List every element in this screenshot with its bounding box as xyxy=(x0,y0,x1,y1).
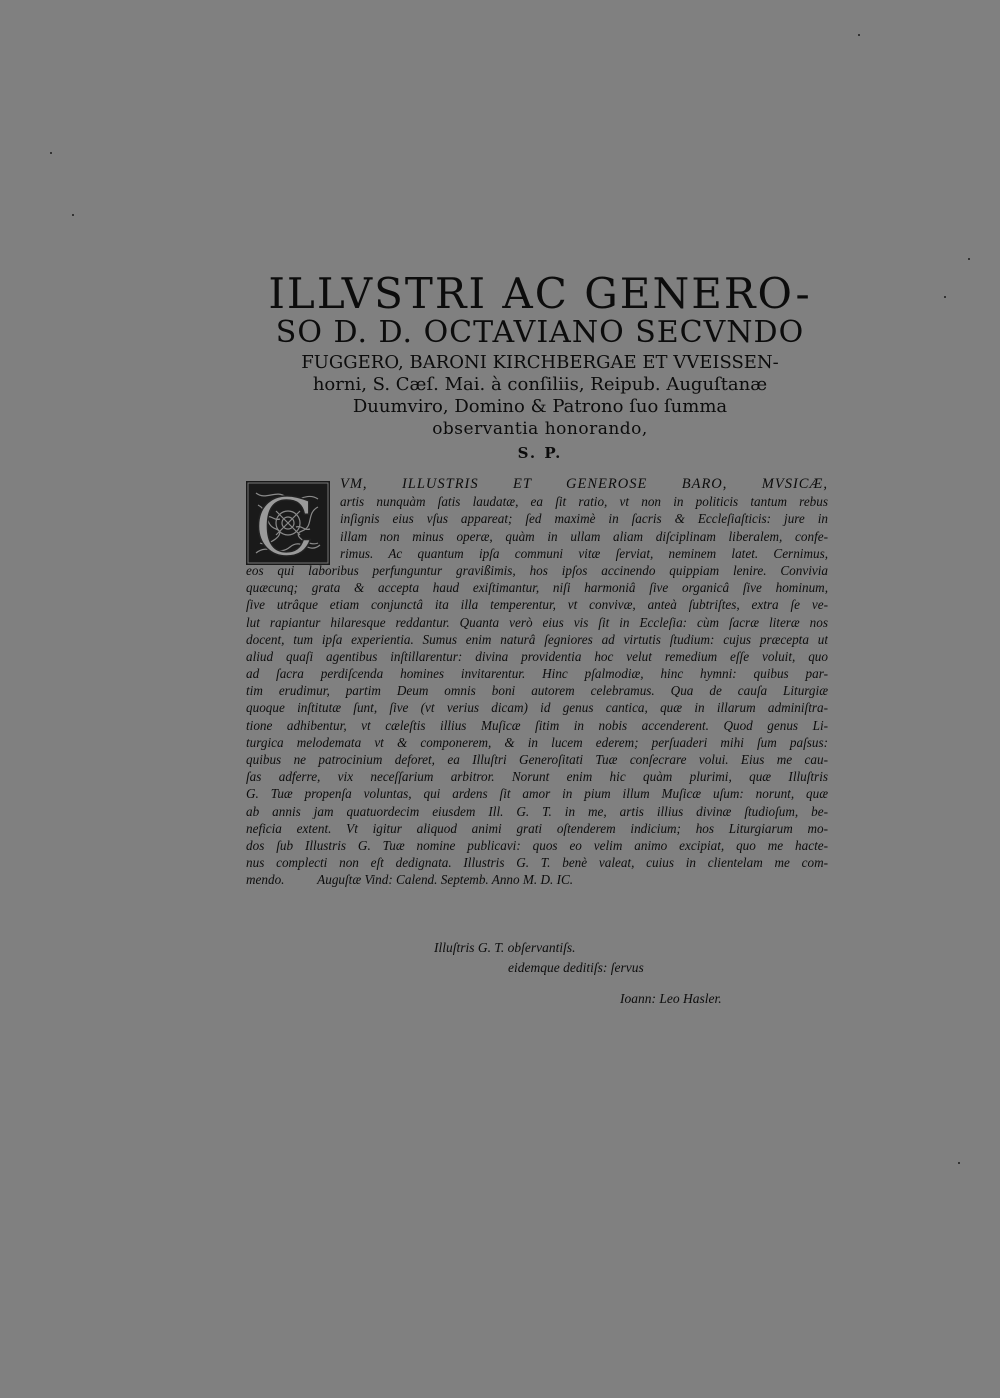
dedication-heading xyxy=(240,269,840,464)
heading-line-1: ILLVSTRI AC GENERO- xyxy=(268,269,812,318)
body-line: ab annis jam quatuordecim eiusdem Ill. G. T. in me, artis illius divinæ ſtudioſum, be- xyxy=(246,803,828,819)
body-line: ad ſacra perdiſcenda homines invitarentur. Hinc pſalmodiæ, hinc hymni: quibus par- xyxy=(246,666,828,682)
heading-line-3: FUGGERO, BARONI KIRCHBERGAE ET VVEISSEN- xyxy=(301,352,779,373)
scan-speck xyxy=(958,1162,960,1164)
body-line: rimus. Ac quantum ipſa communi vitæ ſerviat, neminem latet. Cernimus, xyxy=(340,545,828,561)
body-line: aliud quaſi agentibus inſtillarentur: divina providentia hoc velut remedium eſſe voluit, quo xyxy=(246,648,828,664)
closing-line-1: Illuſtris G. T. obſervantiſs. xyxy=(434,940,576,955)
scan-speck xyxy=(944,296,946,298)
body-line: quæcunq; grata & accepta haud exiſtimantur, niſi harmoniâ ſive organicâ ſive hominum, xyxy=(246,580,828,596)
body-line: ſive utrâque etiam conjunctâ ita illa temperentur, vt convivæ, anteà ſubtriſtes, extra ſe ve- xyxy=(246,597,828,613)
scan-speck xyxy=(858,34,860,36)
body-line: illam non minus operæ, quàm in ullam aliam diſciplinam liberalem, confe- xyxy=(340,528,828,544)
body-line: eos qui laboribus perfunguntur gravißimis, hos ipſos accinendo quippiam lenire. Convivia xyxy=(246,562,828,578)
body-line: docent, tum ipſa experientia. Sumus enim naturâ ſegniores ad virtutis ſtudium: cujus præcepta ut xyxy=(246,631,828,647)
body-line: nus complecti non eſt dedignata. Illustris G. T. benè valeat, cuius in clientelam me com- xyxy=(246,855,828,871)
scan-speck xyxy=(968,258,970,260)
scan-speck xyxy=(72,214,74,216)
body-line: tione adhibentur, vt cæleſtis illius Muſicæ ſitim in nobis accenderent. Quod genus Li- xyxy=(246,717,828,733)
body-line: quoque inſtitutæ ſunt, ſive (vt verius dicam) id genus cantica, quæ in illarum adminiſtra- xyxy=(246,700,828,716)
body-line: neficia extent. Vt igitur aliquod animi grati oſtenderem indicium; hos Liturgiarum mo- xyxy=(246,820,828,836)
heading-line-4: horni, S. Cæſ. Mai. à conſiliis, Reipub. Auguſtanæ xyxy=(312,374,768,395)
heading-line-2: SO D. D. OCTAVIANO SECVNDO xyxy=(275,315,805,350)
heading-salutation: S. P. xyxy=(517,444,563,462)
closing-line-2: eidemque deditiſs: ſervus xyxy=(508,960,644,975)
dedication-body xyxy=(246,476,828,889)
heading-line-6: observantia honorando, xyxy=(432,419,648,439)
body-line: quibus ne patrocinium deforet, ea Illuſtri Generoſitati Tuæ conſecrare volui. Eius me cau- xyxy=(246,752,828,767)
body-line: lut rapiantur hilaresque reddantur. Quanta verò eius vis ſit in Eccleſia: cùm ſacræ literæ nos xyxy=(246,614,828,630)
body-line: VM, ILLUSTRIS ET GENEROSE BARO, MVSICÆ, xyxy=(340,476,828,492)
scan-speck xyxy=(50,152,52,154)
body-line: inſignis eius vſus appareat; ſed maximè in ſacris & Eccleſiaſticis: jure in xyxy=(340,511,828,527)
body-line: turgica melodemata vt & componerem, & in lucem ederem; perſuaderi mihi ſum paſsus: xyxy=(246,734,828,750)
body-line: artis nunquàm ſatis laudatæ, ea ſit ratio, vt non in politicis tantum rebus xyxy=(340,494,828,510)
body-line: tim erudimur, partim Deum omnis boni autorem celebramus. Qua de cauſa Liturgiæ xyxy=(246,683,828,699)
heading-line-5: Duumviro, Domino & Patrono ſuo ſumma xyxy=(352,396,728,417)
body-line: ſas adferre, vix neceſſarium arbitror. Norunt enim hic quàm plurimi, quæ Illuſtris xyxy=(246,769,828,785)
drop-cap-letter: C xyxy=(254,481,316,565)
body-line: mendo. Auguſtæ Vind: Calend. Septemb. Anno M. D. IC. xyxy=(246,872,574,888)
body-line: G. Tuæ propenſa voluntas, qui ardens ſit amor in pium illum Muſicæ uſum: norunt, quæ xyxy=(246,786,828,802)
signature: Ioann: Leo Hasler. xyxy=(620,991,722,1006)
body-line: dos ſub Illustris G. Tuæ nomine publicavi: quos eo velim animo excipiat, quo me hacte- xyxy=(246,837,828,853)
